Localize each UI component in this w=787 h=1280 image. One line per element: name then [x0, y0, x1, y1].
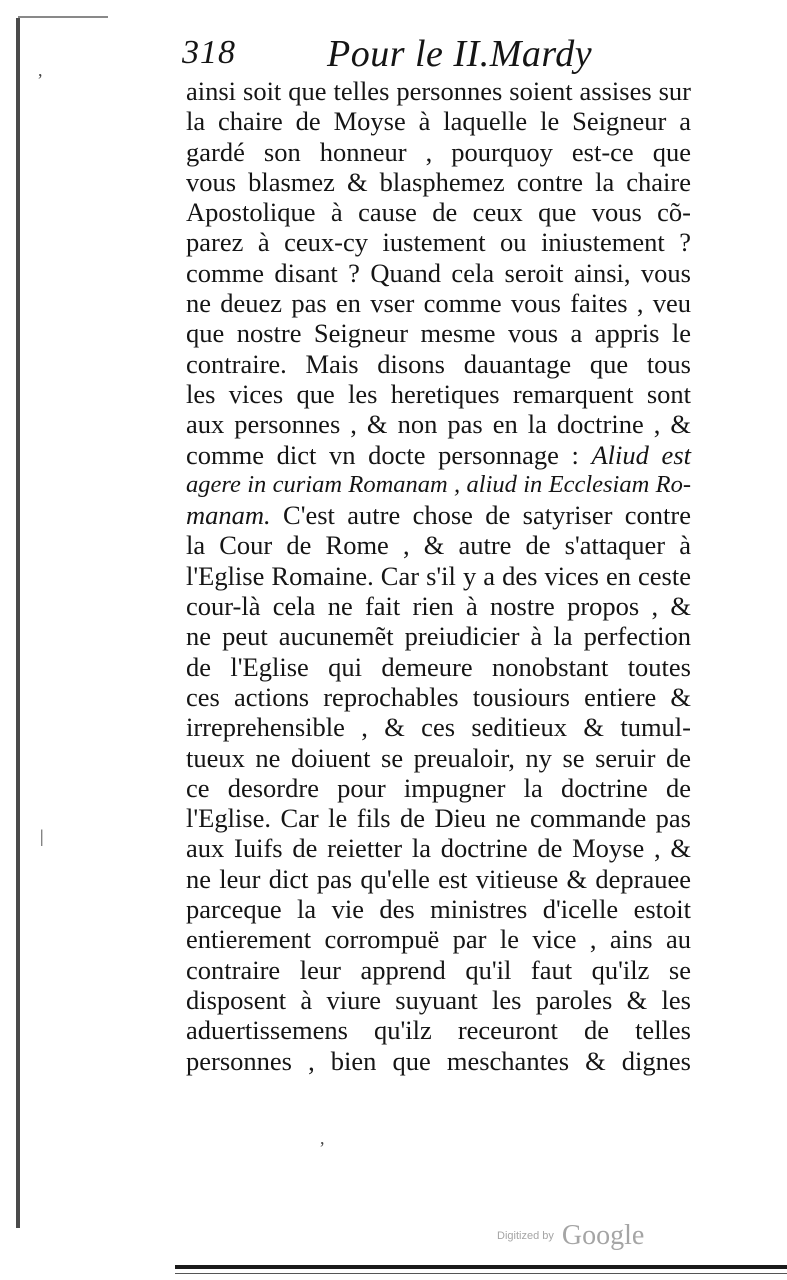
text-segment: les vices que les heretiques remarquent sont: [186, 378, 691, 409]
text-line: [186, 591, 691, 621]
text-segment: gardé son honneur , pourquoy est-ce que: [186, 136, 691, 167]
text-segment: que nostre Seigneur mesme vous a appris le: [186, 318, 691, 349]
text-line: [186, 652, 691, 682]
text-line: [186, 197, 691, 227]
text-segment: de l'Eglise qui demeure nonobstant toutes: [186, 651, 691, 682]
page-edge-bottom-thin: [175, 1273, 787, 1274]
text-segment: ne peut aucunemẽt preiudicier à la perfection: [186, 621, 691, 652]
text-segment: ces actions reprochables tousiours entiere &: [186, 681, 691, 712]
page-number: 318: [182, 34, 236, 71]
text-line: [186, 440, 691, 470]
text-line: [186, 1046, 691, 1076]
text-line: [186, 833, 691, 863]
text-line: [186, 106, 691, 136]
text-line: [186, 318, 691, 348]
watermark-brand: Google: [561, 1220, 645, 1251]
text-line: [186, 712, 691, 742]
text-segment: aux personnes , & non pas en la doctrine , &: [186, 409, 691, 440]
text-segment: parceque la vie des ministres d'icelle estoit: [186, 894, 691, 925]
margin-mark: ,: [38, 60, 43, 80]
text-segment: comme dict vn docte personnage :: [186, 439, 592, 470]
text-segment: vous blasmez & blasphemez contre la chaire: [186, 166, 691, 197]
text-line: [186, 561, 691, 591]
text-segment: ne deuez pas en vser comme vous faites , veu: [186, 288, 691, 319]
text-line: [186, 803, 691, 833]
text-line: [186, 621, 691, 651]
text-segment: la Cour de Rome , & autre de s'attaquer à: [186, 530, 691, 561]
text-line: [186, 1015, 691, 1045]
text-segment: l'Eglise Romaine. Car s'il y a des vices en ceste: [186, 560, 691, 591]
text-line: [186, 773, 691, 803]
text-line: [186, 379, 691, 409]
page-header: [182, 30, 642, 80]
text-line: [186, 924, 691, 954]
text-segment: tueux ne doiuent se preualoir, ny se seruir de: [186, 742, 691, 773]
text-segment: cour-là cela ne fait rien à nostre propos , &: [186, 591, 691, 622]
text-segment: C'est autre chose de satyriser contre: [270, 500, 691, 531]
text-line: [186, 500, 691, 530]
margin-mark: |: [40, 826, 44, 846]
text-segment: aduertissemens qu'ilz receuront de telles: [186, 1015, 691, 1046]
latin-quotation: Aliud est: [591, 439, 691, 470]
text-segment: Apostolique à cause de ceux que vous cõ-: [186, 197, 691, 228]
running-head: Pour le II.Mardy: [327, 33, 593, 75]
body-text: [186, 76, 691, 1076]
text-segment: ce desordre pour impugner la doctrine de: [186, 772, 691, 803]
text-line: [186, 955, 691, 985]
text-line: [186, 985, 691, 1015]
latin-quotation: manam.: [186, 500, 271, 531]
text-segment: irreprehensible , & ces seditieux & tumul-: [186, 712, 691, 743]
text-line: [186, 349, 691, 379]
text-segment: comme disant ? Quand cela seroit ainsi, vous: [186, 257, 691, 288]
text-segment: ainsi soit que telles personnes soient assises sur: [186, 76, 691, 106]
text-line: [186, 76, 691, 106]
text-segment: parez à ceux-cy iustement ou iniustement ?: [186, 227, 691, 258]
watermark-prefix: Digitized by: [497, 1230, 554, 1242]
text-line: [186, 167, 691, 197]
text-line: [186, 258, 691, 288]
text-line: [186, 137, 691, 167]
text-segment: la chaire de Moyse à laquelle le Seigneur a: [186, 106, 691, 137]
page-edge-left: [16, 18, 20, 1228]
text-line: [186, 894, 691, 924]
page-edge-top: [18, 16, 108, 18]
text-line: [186, 864, 691, 894]
text-segment: personnes , bien que meschantes & dignes: [186, 1045, 691, 1076]
text-segment: contraire. Mais disons dauantage que tous: [186, 348, 691, 379]
text-segment: entierement corrompuë par le vice , ains au: [186, 924, 691, 955]
text-line: [186, 743, 691, 773]
page-edge-bottom: [175, 1265, 787, 1269]
text-segment: aux Iuifs de reietter la doctrine de Moyse , &: [186, 833, 691, 864]
text-segment: disposent à viure suyuant les paroles & les: [186, 984, 691, 1015]
text-line: [186, 227, 691, 257]
text-segment: contraire leur apprend qu'il faut qu'ilz se: [186, 954, 691, 985]
latin-quotation: agere in curiam Romanam , aliud in Ecclesiam Ro-: [186, 470, 691, 498]
text-line: [186, 530, 691, 560]
text-segment: l'Eglise. Car le fils de Dieu ne commande pas: [186, 803, 691, 834]
text-line: [186, 288, 691, 318]
text-line: [186, 409, 691, 439]
text-segment: ne leur dict pas qu'elle est vitieuse & deprauee: [186, 863, 691, 894]
text-line: [186, 682, 691, 712]
margin-mark: ,: [320, 1128, 325, 1148]
digitized-by-google-watermark: [497, 1220, 644, 1254]
text-line: [186, 470, 691, 500]
